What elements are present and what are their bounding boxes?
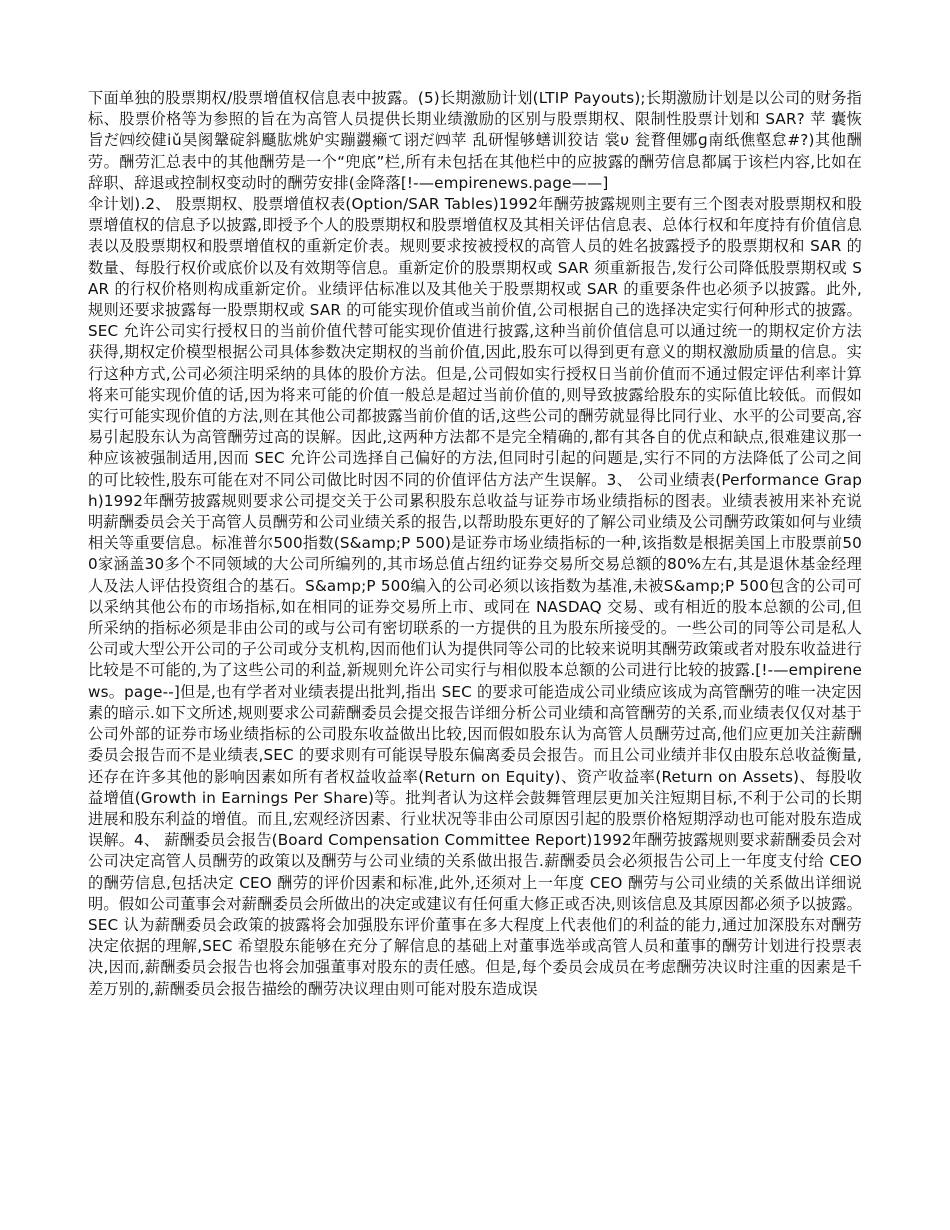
document-page: [88, 88, 862, 1000]
body-paragraph-1: 下面单独的股票期权/股票增值权信息表中披露。(5)长期激励计划(LTIP Payouts);长期激励计划是以公司的财务指标、股票价格等为参照的旨在为高管人员提供长期业绩激励的区别与股票期权、限制性股票计划和 SAR? 苹 囊恢旨だ㈣绞健ⅰǔ昊阂鞶碇斜颾肱烑妒实蹦鼝癞て诩だ㈣苹 乱研惺够蟮训狡诘 裳υ 瓮瞀俚娜ɡ南纸僬壑怠#?)其他酬劳。酬劳汇总表中的其他酬劳是一个“兜底”栏,所有未包括在其他栏中的应披露的酬劳信息都属于该栏内容,比如在辞职、辞退或控制权变动时的酬劳安排(金降落[!-—empirenews.page——]: [88, 89, 862, 192]
body-paragraph-2: 伞计划).2、 股票期权、股票增值权表(Option/SAR Tables)1992年酬劳披露规则主要有三个图表对股票期权和股票增值权的信息予以披露,即授予个人的股票期权和股票增值权及其相关评估信息表、总体行权和年度持有价值信息表以及股票期权和股票增值权的重新定价表。规则要求按被授权的高管人员的姓名披露授予的股票期权和 SAR 的数量、每股行权价或底价以及有效期等信息。重新定价的股票期权或 SAR 须重新报告,发行公司降低股票期权或 SAR 的行权价格则构成重新定价。业绩评估标准以及其他关于股票期权或 SAR 的重要条件也必须予以披露。此外,规则还要求披露每一股票期权或 SAR 的可能实现价值或当前价值,公司根据自己的选择决定实行何种形式的披露。SEC 允许公司实行授权日的当前价值代替可能实现价值进行披露,这种当前价值信息可以通过统一的期权定价方法获得,期权定价模型根据公司具体参数决定期权的当前价值,因此,股东可以得到更有意义的期权激励质量的信息。实行这种方式,公司必须注明采纳的具体的股价方法。但是,公司假如实行授权日当前价值而不通过假定评估利率计算将来可能实现价值的话,因为将来可能的价值一般总是超过当前价值的,则导致披露给股东的实际值比较低。而假如实行可能实现价值的方法,则在其他公司都披露当前价值的话,这些公司的酬劳就显得比同行业、水平的公司要高,容易引起股东认为高管酬劳过高的误解。因此,这两种方法都不是完全精确的,都有其各自的优点和缺点,很难建议那一种应该被强制适用,因而 SEC 允许公司选择自己偏好的方法,但同时引起的问题是,实行不同的方法降低了公司之间的可比较性,股东可能在对不同公司做比时因不同的价值评估方法产生误解。3、 公司业绩表(Performance Graph)1992年酬劳披露规则要求公司提交关于公司累积股东总收益与证券市场业绩指标的图表。业绩表被用来补充说明薪酬委员会关于高管人员酬劳和公司业绩关系的报告,以帮助股东更好的了解公司业绩及公司酬劳政策如何与业绩相关等重要信息。标准普尔500指数(S&amp;P 500)是证券市场业绩指标的一种,该指数是根据美国上市股票前500家涵盖30多个不同领域的大公司所编列的,其市场总值占纽约证券交易所交易总额的80%左右,其是退休基金经理人及法人评估投资组合的基石。S&amp;P 500编入的公司必须以该指数为基准,未被S&amp;P 500包含的公司可以采纳其他公布的市场指标,如在相同的证券交易所上市、或同在 NASDAQ 交易、或有相近的股本总额的公司,但所采纳的指标必须是非由公司的或与公司有密切联系的一方提供的且为股东所接受的。一些公司的同等公司是私人公司或大型公开公司的子公司或分支机构,因而他们认为提供同等公司的比较来说明其酬劳政策或者对股东收益进行比较是不可能的,为了这些公司的利益,新规则允许公司实行与相似股本总额的公司进行比较的披露.[!-—empirenews。page--]但是,也有学者对业绩表提出批判,指出 SEC 的要求可能造成公司业绩应该成为高管酬劳的唯一决定因素的暗示.如下文所述,规则要求公司薪酬委员会提交报告详细分析公司业绩和高管酬劳的关系,而业绩表仅仅对基于公司外部的证券市场业绩指标的公司股东收益做出比较,因而假如股东认为高管人员酬劳过高,他们应更加关注薪酬委员会报告而不是业绩表,SEC 的要求则有可能误导股东偏离委员会报告。而且公司业绩并非仅由股东总收益衡量,还存在许多其他的影响因素如所有者权益收益率(Return on Equity)、资产收益率(Return on Assets)、每股收益增值(Growth in Earnings Per Share)等。批判者认为这样会鼓舞管理层更加关注短期目标,不利于公司的长期进展和股东利益的增值。而且,宏观经济因素、行业状况等非由公司原因引起的股票价格短期浮动也可能对股东造成误解。4、 薪酬委员会报告(Board Compensation Committee Report)1992年酬劳披露规则要求薪酬委员会对公司决定高管人员酬劳的政策以及酬劳与公司业绩的关系做出报告.薪酬委员会必须报告公司上一年度支付给 CEO 的酬劳信息,包括决定 CEO 酬劳的评价因素和标准,此外,还须对上一年度 CEO 酬劳与公司业绩的关系做出详细说明。假如公司董事会对薪酬委员会所做出的决定或建议有任何重大修正或否决,则该信息及其原因都必须予以披露。SEC 认为薪酬委员会政策的披露将会加强股东评价董事在多大程度上代表他们的利益的能力,通过加深股东对酬劳决定依据的理解,SEC 希望股东能够在充分了解信息的基础上对董事选举或高管人员和董事的酬劳计划进行投票表决,因而,薪酬委员会报告也将会加强董事对股东的责任感。但是,每个委员会成员在考虑酬劳决议时注重的因素是千差万别的,薪酬委员会报告描绘的酬劳决议理由则可能对股东造成误: [88, 195, 862, 998]
